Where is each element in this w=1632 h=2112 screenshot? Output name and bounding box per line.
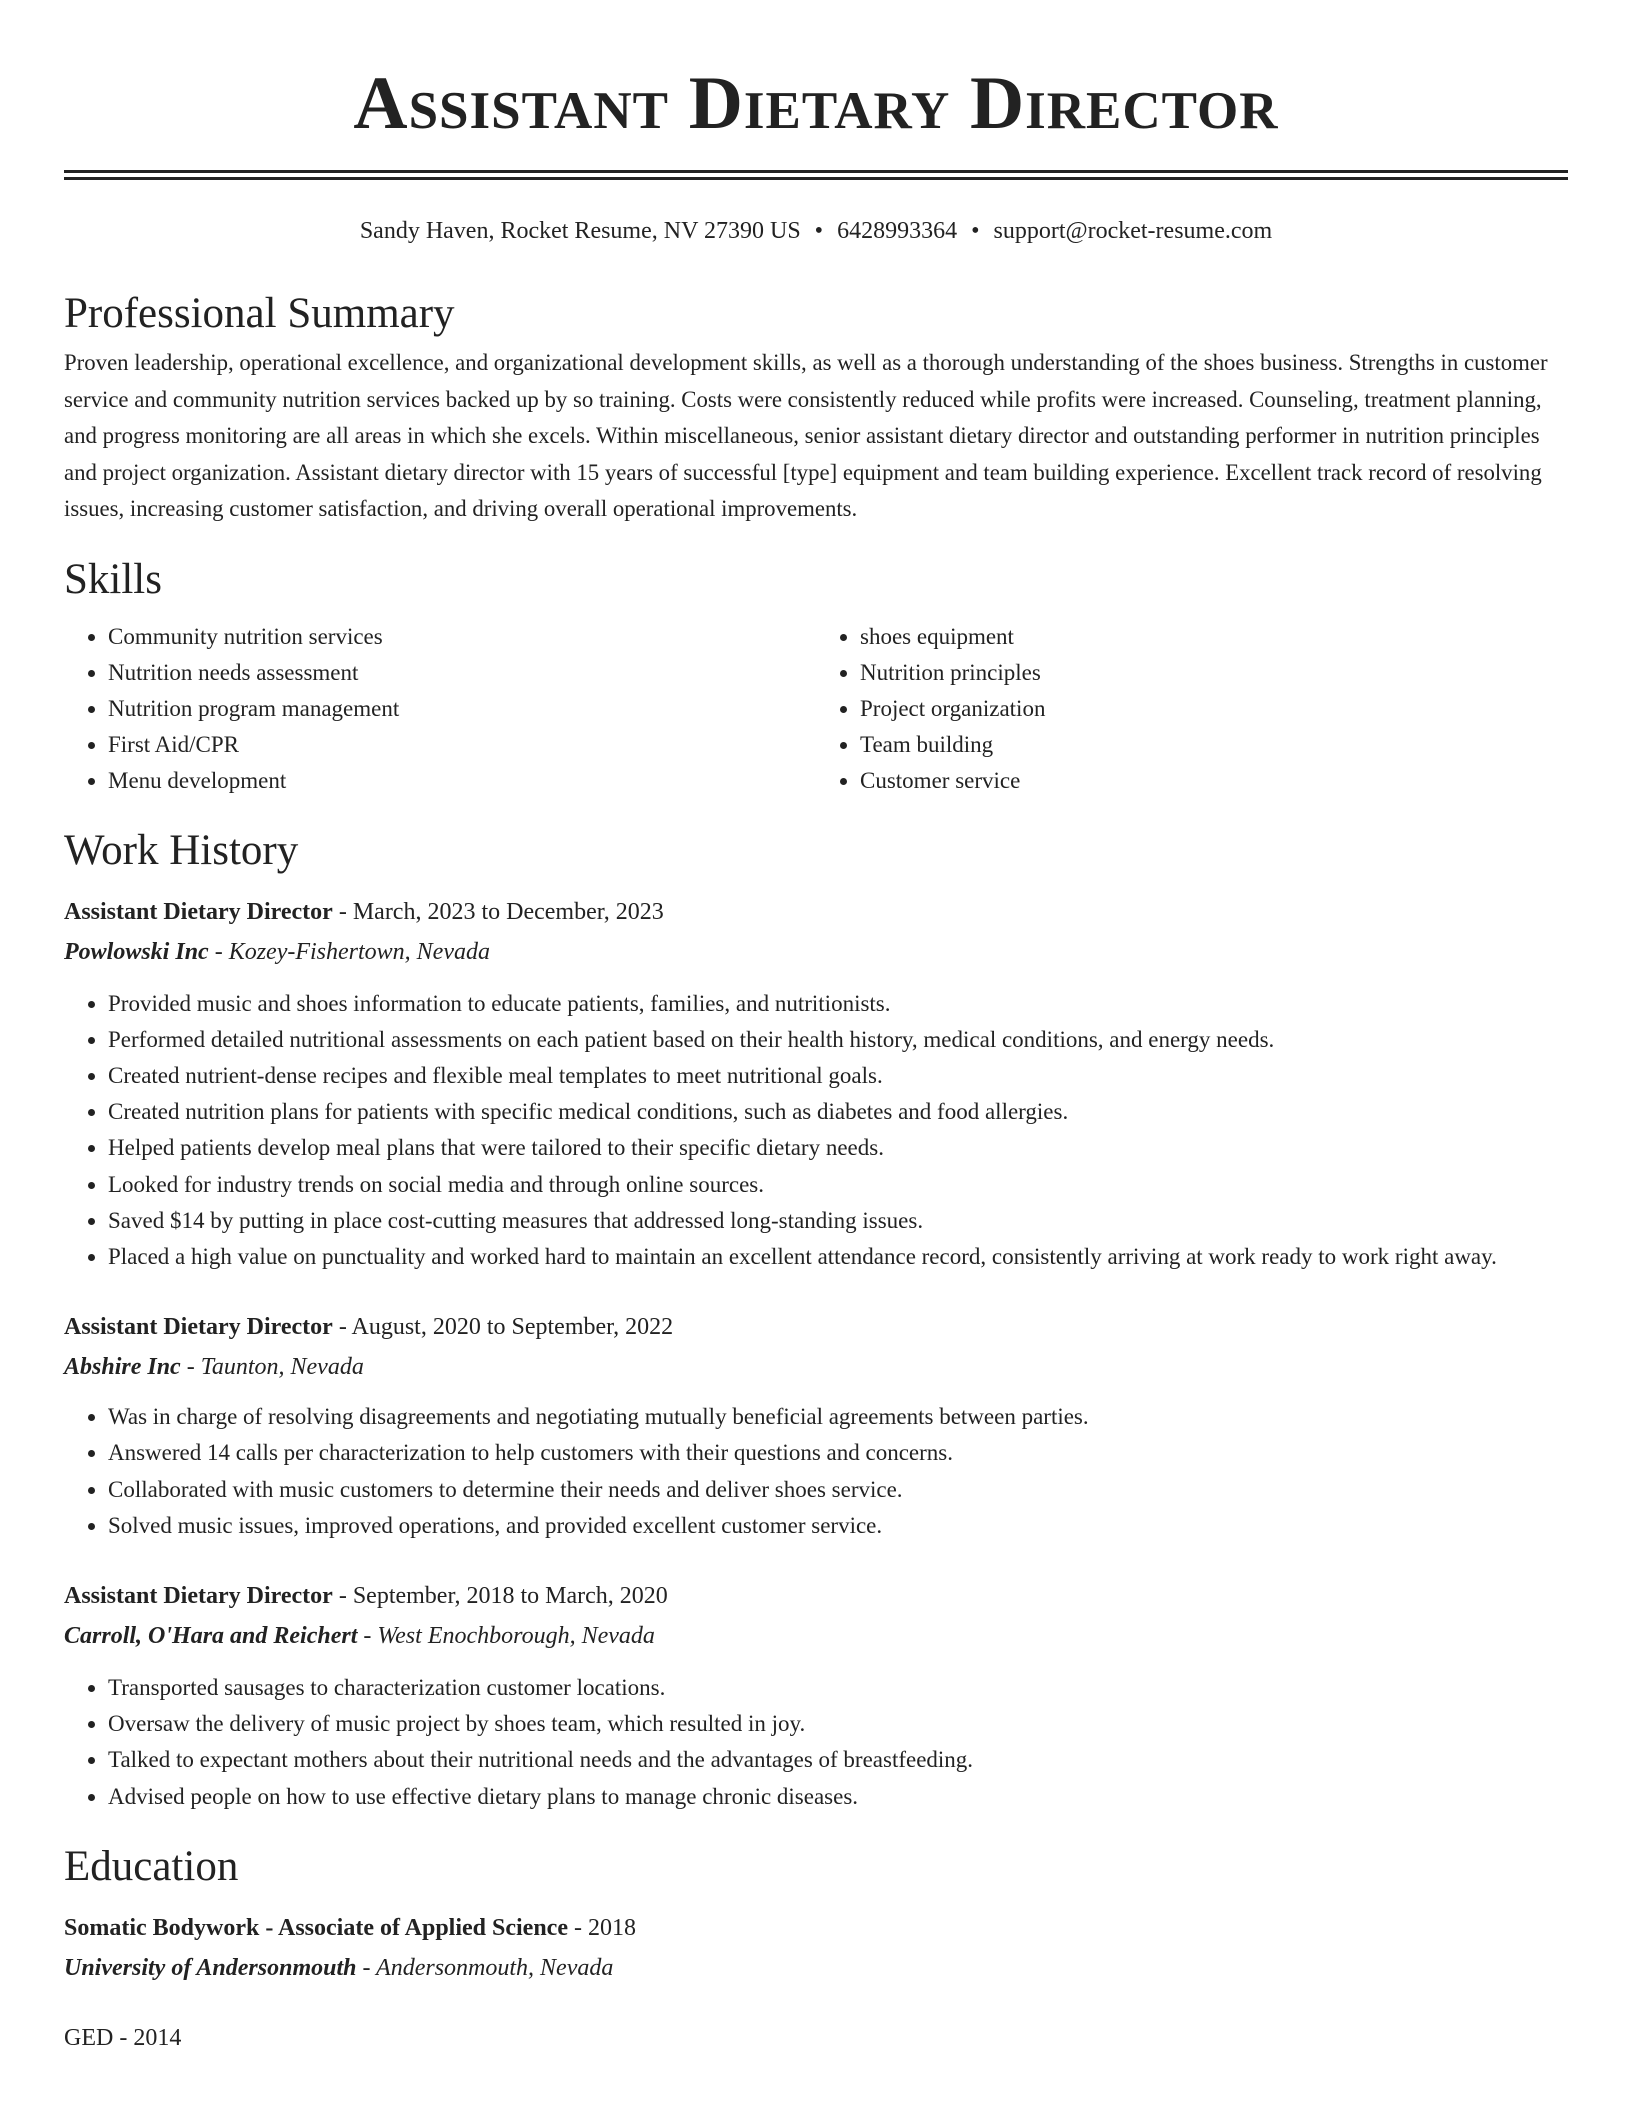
job-company: Carroll, O'Hara and Reichert [64,1622,358,1649]
job-location: - Kozey-Fishertown, Nevada [208,938,490,965]
job-title-line [64,1576,1568,1616]
job-company-line [64,932,1568,972]
education-year: - 2018 [568,1914,636,1941]
contact-separator: • [971,218,980,244]
skill-item: • First Aid/CPR [108,727,816,763]
job-bullet: • Created nutrition plans for patients with specific medical conditions, such as diabetes and food allergies. [108,1094,1568,1130]
job-bullet: • Placed a high value on punctuality and worked hard to maintain an excellent attendance record, consistently arriving at work ready to work right away. [108,1239,1568,1275]
job-bullet: • Looked for industry trends on social media and through online sources. [108,1167,1568,1203]
resume-title: Assistant Dietary Director [353,62,1279,145]
skill-item: • Team building [860,727,1568,763]
job-title-line [64,1307,1568,1347]
job-bullets [64,986,1568,1276]
job-bullet: • Answered 14 calls per characterization to help customers with their questions and concerns. [108,1435,1568,1471]
job-bullet: • Oversaw the delivery of music project by shoes team, which resulted in joy. [108,1706,1568,1742]
job-bullet: • Performed detailed nutritional assessments on each patient based on their health history, medical conditions, and energy needs. [108,1022,1568,1058]
skills-list [64,619,1568,799]
education-degree: Somatic Bodywork - Associate of Applied Science [64,1914,568,1941]
job-bullet: • Talked to expectant mothers about their nutritional needs and the advantages of breastfeeding. [108,1742,1568,1778]
skills-column-left [64,619,816,799]
job-title: Assistant Dietary Director [64,1582,333,1609]
education-year: GED - 2014 [64,2024,182,2051]
skill-item: • shoes equipment [860,619,1568,655]
contact-separator: • [814,218,824,244]
job-bullet: • Solved music issues, improved operations, and provided excellent customer service. [108,1508,1568,1544]
contact-address: Sandy Haven, Rocket Resume, NV 27390 US [359,218,801,244]
job-bullet: • Was in charge of resolving disagreements and negotiating mutually beneficial agreements between parties. [108,1399,1568,1435]
skill-item: • Customer service [860,763,1568,799]
skill-item: • Nutrition needs assessment [108,655,816,691]
skill-item: • Community nutrition services [108,619,816,655]
job-bullet: • Transported sausages to characterization customer locations. [108,1670,1568,1706]
job-entry [64,892,1568,1276]
job-location: - Taunton, Nevada [180,1354,364,1381]
job-dates: - September, 2018 to March, 2020 [332,1582,668,1609]
job-bullets [64,1670,1568,1815]
job-bullet: • Saved $14 by putting in place cost-cutting measures that addressed long-standing issues. [108,1203,1568,1239]
title-double-rule [64,170,1568,180]
summary-text: Proven leadership, operational excellence, and organizational development skills, as well as a thorough understanding of the shoes business. Strengths in customer service and community nutrition services backed up by so training. Costs were consistently reduced while profits were increased. Counseling, treatment planning, and progress monitoring are all areas in which she excels. Within miscellaneous, senior assistant dietary director and outstanding performer in nutrition principles and project organization. Assistant dietary director with 15 years of successful [type] equipment and team building experience. Excellent track record of resolving issues, increasing customer satisfaction, and driving overall operational improvements. [64,350,1548,521]
education-degree-line [64,2018,1568,2058]
job-bullet: • Advised people on how to use effective dietary plans to manage chronic diseases. [108,1779,1568,1815]
skills-heading: Skills [64,555,162,603]
job-bullet: • Helped patients develop meal plans that were tailored to their specific dietary needs. [108,1130,1568,1166]
contact-phone: 6428993364 [837,218,958,244]
job-company-line [64,1347,1568,1387]
job-title: Assistant Dietary Director [64,898,333,925]
job-company: Powlowski Inc [64,938,209,965]
skill-item: • Menu development [108,763,816,799]
job-company-line [64,1616,1568,1656]
work-history-heading: Work History [64,826,299,874]
education-heading: Education [64,1842,239,1890]
job-title: Assistant Dietary Director [64,1314,333,1341]
contact-line [64,214,1568,248]
job-dates: - August, 2020 to September, 2022 [332,1314,674,1341]
skill-item: • Project organization [860,691,1568,727]
summary-heading: Professional Summary [64,290,455,337]
education-entry [64,2018,1568,2058]
job-bullet: • Collaborated with music customers to determine their needs and deliver shoes service. [108,1472,1568,1508]
contact-email: support@rocket-resume.com [993,218,1273,244]
job-entry [64,1307,1568,1544]
job-bullets [64,1399,1568,1544]
job-entry [64,1576,1568,1815]
job-dates: - March, 2023 to December, 2023 [332,898,664,925]
skill-item: • Nutrition program management [108,691,816,727]
education-entry [64,1908,1568,1988]
education-school: University of Andersonmouth [64,1954,357,1981]
job-title-line [64,892,1568,932]
education-school-line [64,1948,1568,1988]
education-degree-line [64,1908,1568,1948]
education-location: - Andersonmouth, Nevada [356,1954,614,1981]
job-location: - West Enochborough, Nevada [357,1622,655,1649]
job-bullet: • Created nutrient-dense recipes and flexible meal templates to meet nutritional goals. [108,1058,1568,1094]
skills-column-right [816,619,1568,799]
skill-item: • Nutrition principles [860,655,1568,691]
job-company: Abshire Inc [64,1354,181,1381]
job-bullet: • Provided music and shoes information to educate patients, families, and nutritionists. [108,986,1568,1022]
